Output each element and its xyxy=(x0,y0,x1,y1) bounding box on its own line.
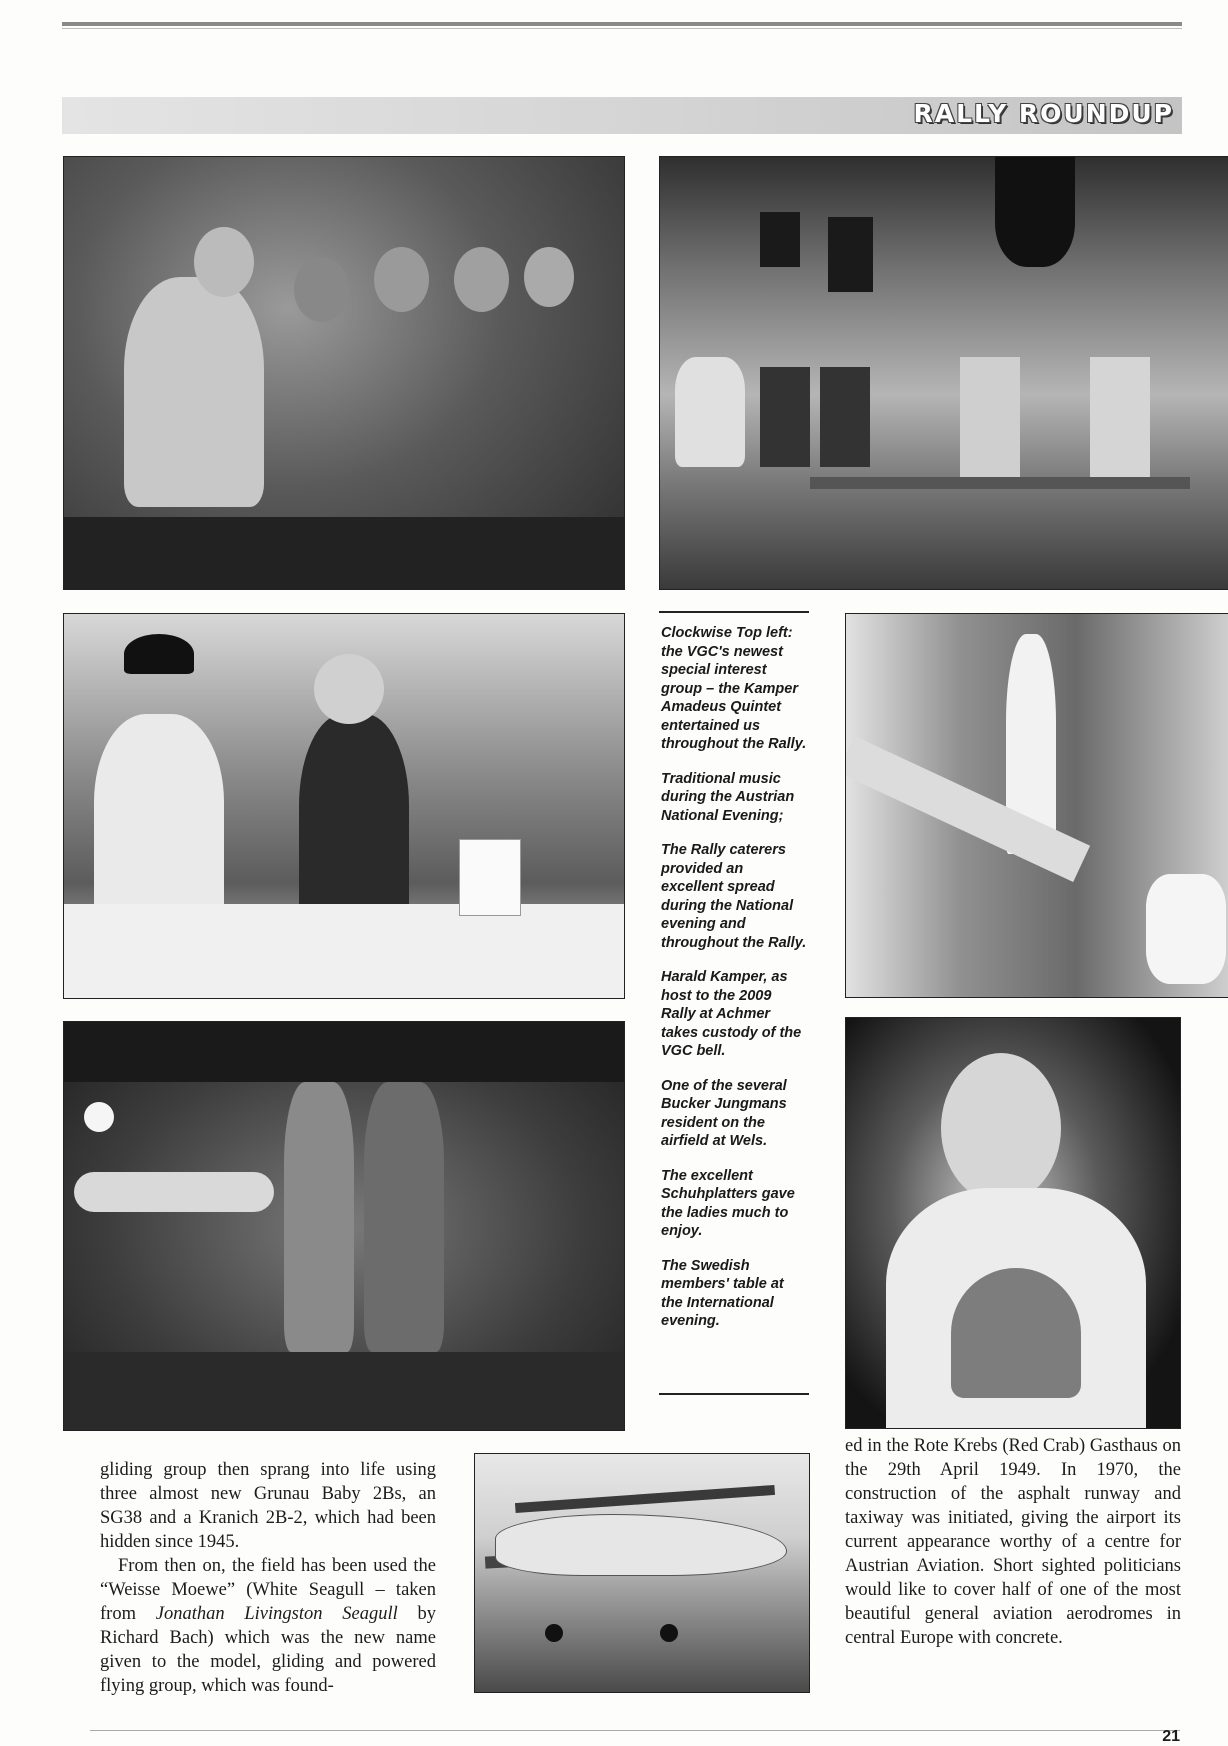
section-header-bar xyxy=(62,97,1182,134)
photo-caterers xyxy=(845,613,1228,998)
article-column-left xyxy=(100,1458,436,1698)
page-number: 21 xyxy=(1162,1728,1180,1745)
caption-bell: Harald Kamper, as host to the 2009 Rally at Achmer takes custody of the VGC bell. xyxy=(661,969,802,1059)
caption-caterers: The Rally caterers provided an excellent spread during the National evening and throughout the Rally. xyxy=(661,842,807,951)
photo-vgc-bell xyxy=(845,1017,1181,1429)
photo-bucker-jungmann xyxy=(474,1453,810,1693)
bottom-rule xyxy=(90,1730,1180,1731)
article-paragraph: gliding group then sprang into life using three almost new Grunau Baby 2Bs, an SG38 and a Kranich 2B-2, which had been hidden since 1945. xyxy=(100,1460,436,1552)
caption-swedish: The Swedish members' table at the International evening. xyxy=(661,1257,784,1329)
photo-austrian-music xyxy=(659,156,1228,590)
photo-captions xyxy=(659,611,809,1395)
book-title: Jonathan Livingston Seagull xyxy=(155,1604,398,1624)
top-rule-thin xyxy=(62,28,1182,29)
article-paragraph: ed in the Rote Krebs (Red Crab) Gasthaus on the 29th April 1949. In 1970, the construction of the asphalt runway and taxiway was initiated, giving the airport its current appearance worthy of a centre for Austrian Aviation. Short sighted politicians would like to cover half of one of the most beautiful general aviation aerodromes in central Europe with concrete. xyxy=(845,1436,1181,1648)
article-column-right xyxy=(845,1434,1181,1650)
photo-quintet xyxy=(63,156,625,590)
caption-music: Traditional music during the Austrian National Evening; xyxy=(661,770,795,824)
article-text: From then on, the field has been used the “Weisse Moewe” (White Seagull – taken from xyxy=(100,1556,436,1624)
top-rule xyxy=(62,22,1182,26)
article-paragraph xyxy=(100,1554,436,1698)
caption-jungmans: One of the several Bucker Jungmans resident on the airfield at Wels. xyxy=(661,1077,787,1149)
photo-schuhplatters xyxy=(63,1021,625,1431)
caption-quintet: Clockwise Top left: the VGC's newest special interest group – the Kamper Amadeus Quintet entertained us throughout the Rally. xyxy=(661,625,807,752)
photo-swedish-table xyxy=(63,613,625,999)
article-text: by Richard Bach) which was the new name given to the model, gliding and powered flying group, which was found- xyxy=(100,1604,436,1696)
caption-schuhplatters: The excellent Schuhplatters gave the ladies much to enjoy. xyxy=(661,1167,795,1239)
section-title: RALLY ROUNDUP xyxy=(913,99,1174,128)
